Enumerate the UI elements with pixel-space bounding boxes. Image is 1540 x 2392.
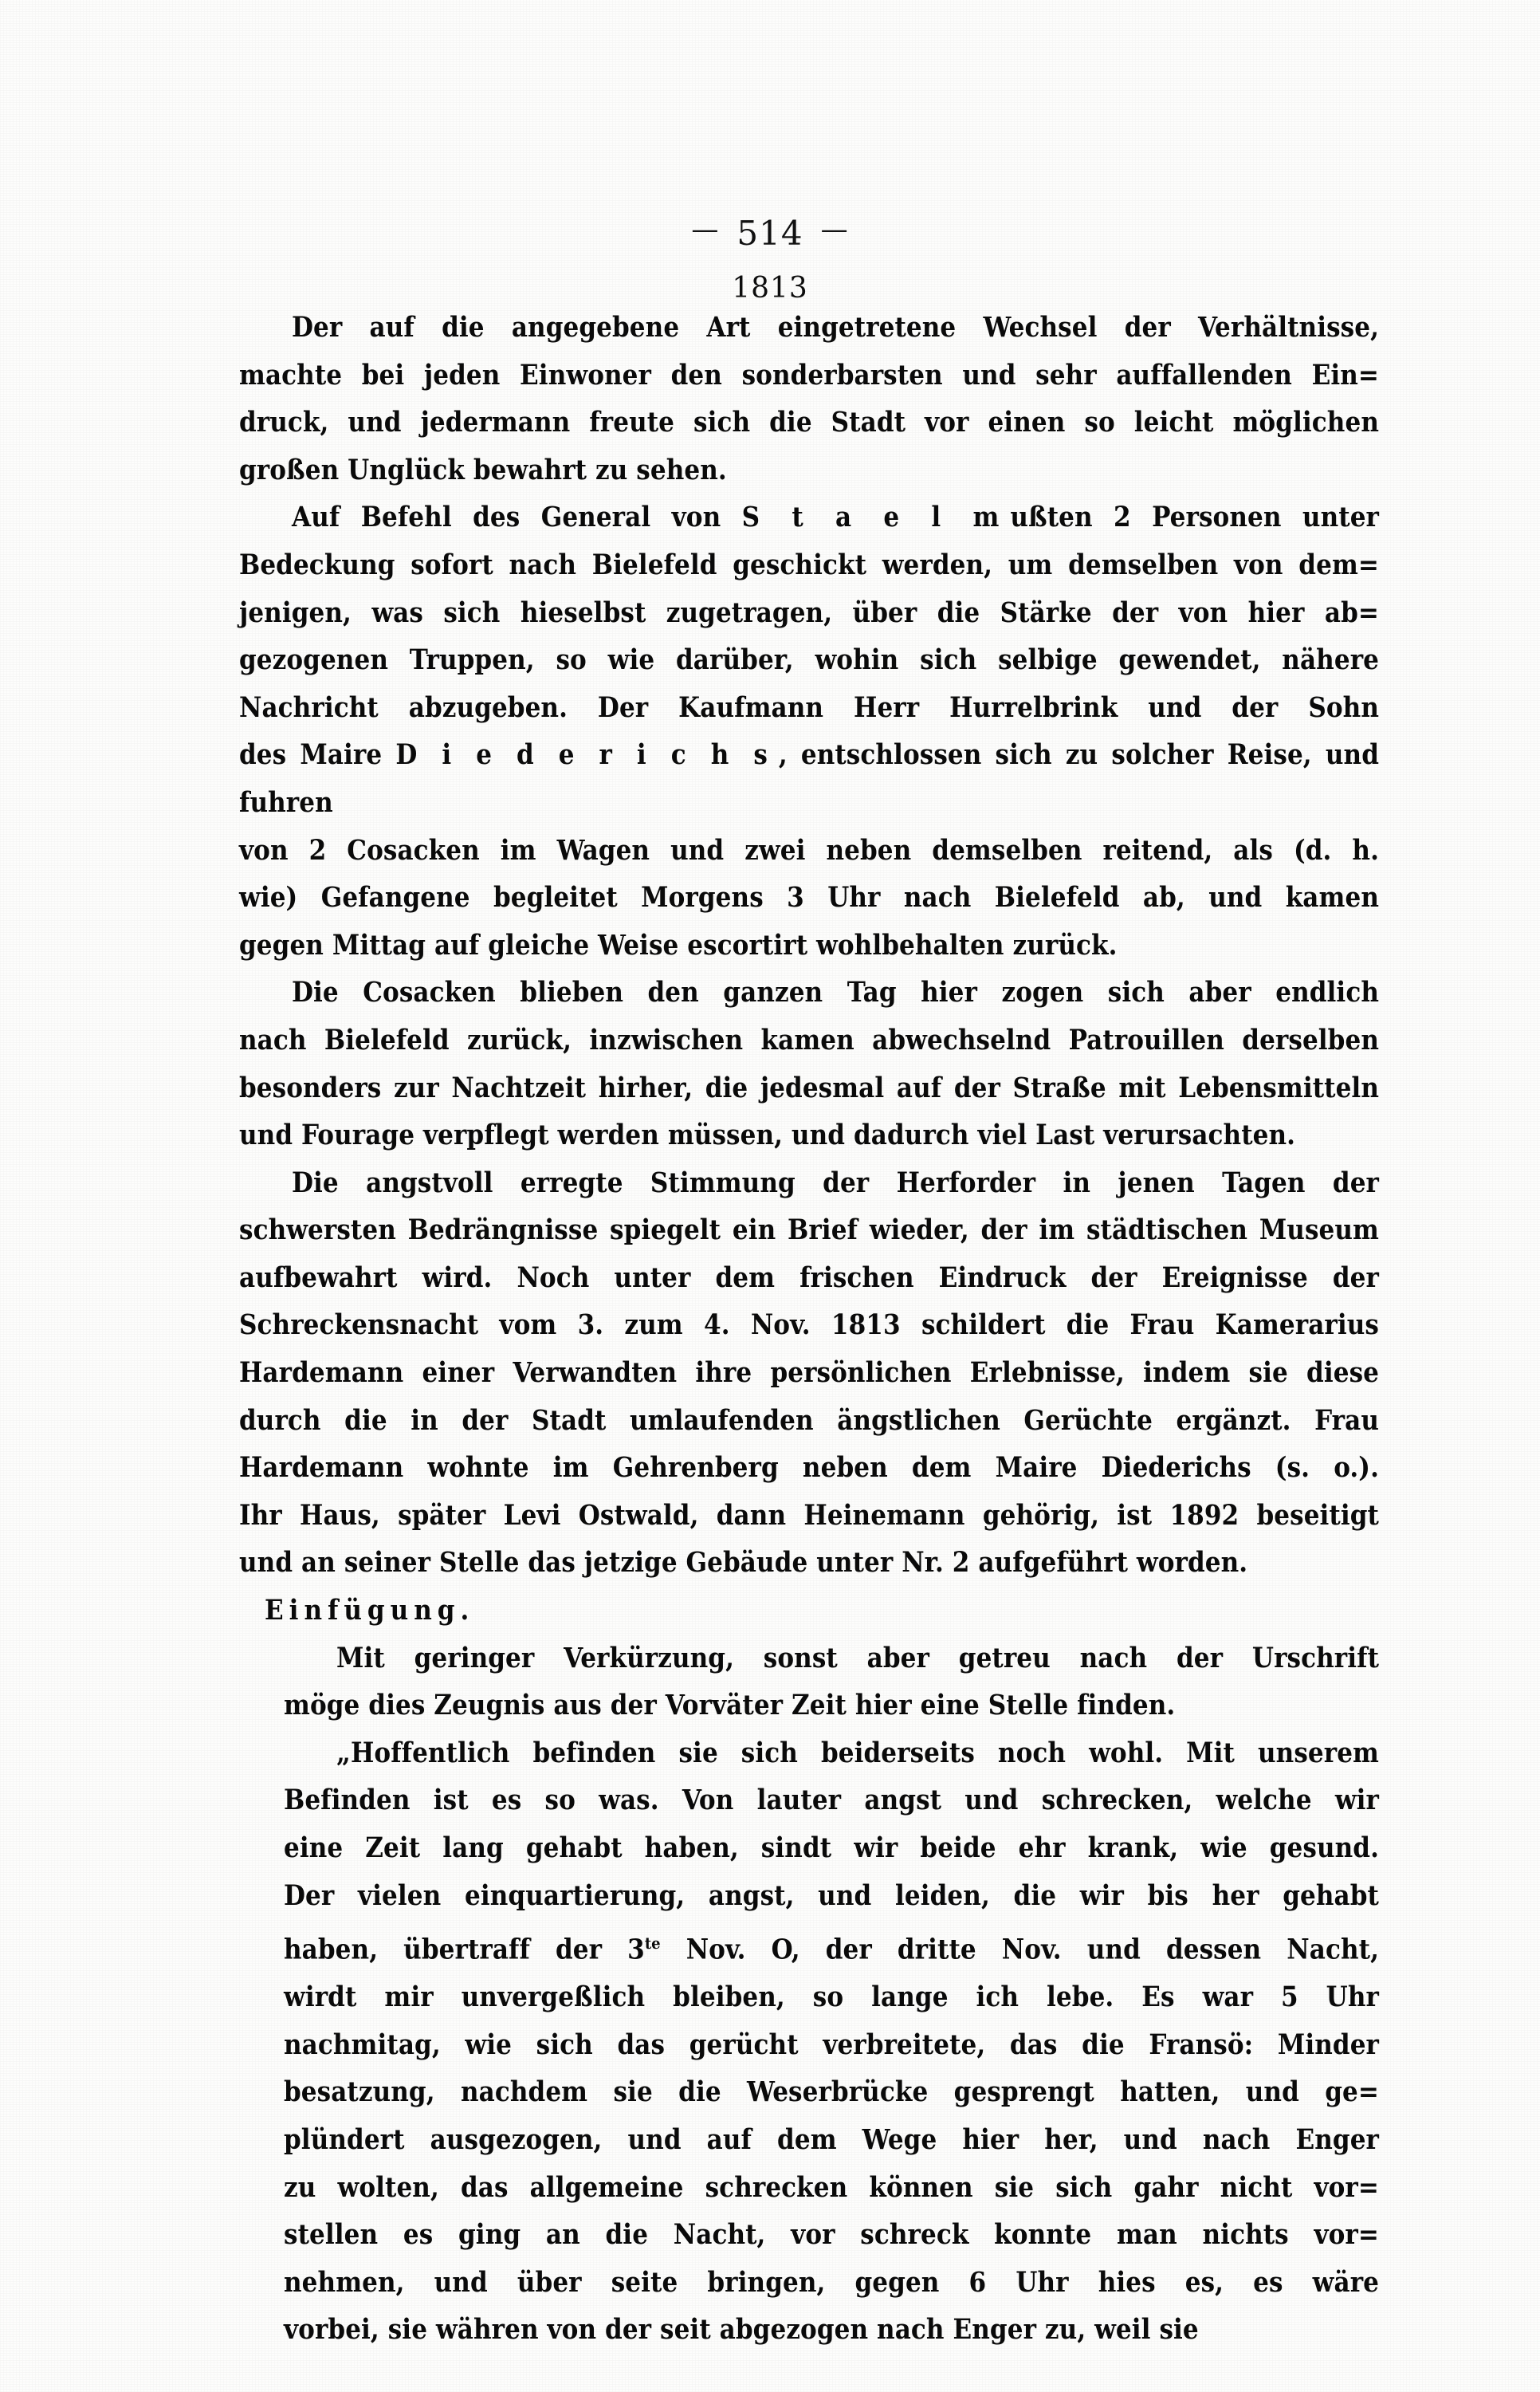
text-line: Die Cosacken blieben den ganzen Tag hier zogen sich aber endlich — [292, 977, 1379, 1009]
text-line: nach Bielefeld zurück, inzwischen kamen abwechselnd Patrouillen derselben — [239, 1024, 1379, 1056]
paragraph — [239, 1635, 1379, 1730]
running-head-dash-right: — — [820, 214, 849, 246]
text-line: und Fourage verpflegt werden müssen, und dadurch viel Last verursachten. — [239, 1119, 1296, 1152]
text-line: besatzung, nachdem sie die Weserbrücke gesprengt hatten, und ge= — [284, 2076, 1379, 2109]
text-line: zu wolten, das allgemeine schrecken können sie sich gahr nicht vor= — [284, 2171, 1379, 2204]
paragraph — [239, 494, 1379, 970]
text-line: Die angstvoll erregte Stimmung der Herforder in jenen Tagen der — [292, 1166, 1379, 1199]
ordinal-suffix: te — [644, 1934, 661, 1953]
running-head-dash-left: — — [691, 214, 720, 246]
paragraph — [239, 305, 1379, 494]
text-line: wie) Gefangene begleitet Morgens 3 Uhr nach Bielefeld ab, und kamen — [239, 882, 1379, 915]
text-line: gezogenen Truppen, so wie darüber, wohin sich selbige gewendet, nähere — [239, 644, 1379, 677]
text-line: Der vielen einquartierung, angst, und leiden, die wir bis her gehabt — [284, 1879, 1379, 1912]
text-line: vorbei, sie währen von der seit abgezogen nach Enger zu, weil sie — [284, 2314, 1199, 2347]
text-block — [161, 305, 1379, 2355]
running-head — [0, 214, 1540, 253]
text-line: stellen es ging an die Nacht, vor schreck konnte man nichts vor= — [284, 2219, 1379, 2252]
text-line: großen Unglück bewahrt zu sehen. — [239, 454, 727, 486]
text-line: „Hoffentlich befinden sie sich beiderseits noch wohl. Mit unserem — [336, 1737, 1379, 1769]
text-line: von 2 Cosacken im Wagen und zwei neben demselben reitend, als (d. h. — [239, 834, 1379, 867]
text-line: gegen Mittag auf gleiche Weise escortirt wohlbehalten zurück. — [239, 929, 1118, 962]
text-line: machte bei jeden Einwoner den sonderbarsten und sehr auffallenden Ein= — [239, 359, 1379, 391]
text-line: und an seiner Stelle das jetzige Gebäude unter Nr. 2 aufgeführt worden. — [239, 1547, 1248, 1580]
paragraph — [239, 1730, 1379, 2355]
text-line: druck, und jedermann freute sich die Stadt vor einen so leicht möglichen — [239, 407, 1379, 439]
text-line: nachmitag, wie sich das gerücht verbreitete, das die Fransö: Minder — [284, 2028, 1379, 2061]
text-line: besonders zur Nachtzeit hirher, die jedesmal auf der Straße mit Lebensmitteln — [239, 1072, 1379, 1104]
text-line: plündert ausgezogen, und auf dem Wege hier her, und nach Enger — [284, 2124, 1379, 2157]
subheading-einfuegung: Einfügung. — [265, 1595, 475, 1627]
text-line: Bedeckung sofort nach Bielefeld geschickt werden, um demselben von dem= — [239, 549, 1379, 581]
text-line: schwersten Bedrängnisse spiegelt ein Brief wieder, der im städtischen Museum — [239, 1214, 1379, 1247]
paragraph — [239, 1160, 1379, 1587]
text-line: wirdt mir unvergeßlich bleiben, so lange ich lebe. Es war 5 Uhr — [284, 1981, 1379, 2014]
text-line: eine Zeit lang gehabt haben, sindt wir beide ehr krank, wie gesund. — [284, 1832, 1379, 1864]
text-line: aufbewahrt wird. Noch unter dem frischen Eindruck der Ereignisse der — [239, 1261, 1379, 1294]
text-line: möge dies Zeugnis aus der Vorväter Zeit hier eine Stelle finden. — [284, 1690, 1176, 1722]
text-line: Schreckensnacht vom 3. zum 4. Nov. 1813 schildert die Frau Kamerarius — [239, 1309, 1379, 1342]
text-line: des Maire D i e d e r i c h s , entschlossen sich zu solcher Reise, und fuhren — [239, 739, 1379, 819]
text-line: Hardemann einer Verwandten ihre persönlichen Erlebnisse, indem sie diese — [239, 1357, 1379, 1390]
text-line: Ihr Haus, später Levi Ostwald, dann Heinemann gehörig, ist 1892 beseitigt — [239, 1499, 1379, 1532]
page-number: 514 — [737, 214, 803, 253]
text-line: Nachricht abzugeben. Der Kaufmann Herr Hurrelbrink und der Sohn — [239, 691, 1379, 724]
text-line: jenigen, was sich hieselbst zugetragen, über die Stärke der von hier ab= — [239, 596, 1379, 629]
text-line: Hardemann wohnte im Gehrenberg neben dem Maire Diederichs (s. o.). — [239, 1452, 1379, 1485]
text-line: nehmen, und über seite bringen, gegen 6 Uhr hies es, es wäre — [284, 2266, 1379, 2299]
year-heading: 1813 — [732, 272, 808, 305]
text-line: Befinden ist es so was. Von lauter angst und schrecken, welche wir — [284, 1784, 1379, 1817]
quoted-letter — [239, 1635, 1379, 2355]
main-paragraphs — [239, 305, 1379, 1587]
spaced-emphasis: S t a e l m — [741, 502, 1005, 534]
text-line: haben, übertraff der $3^{te}$ Nov. O, der dritte Nov. und dessen Nacht, — [284, 1934, 1379, 1966]
spaced-emphasis: D i e d e r i c h s — [395, 739, 773, 772]
paragraph — [239, 970, 1379, 1159]
text-line: durch die in der Stadt umlaufenden ängstlichen Gerüchte ergänzt. Frau — [239, 1404, 1379, 1437]
text-line: Auf Befehl des General von S t a e l m ußten 2 Personen unter — [292, 502, 1380, 534]
text-line: Der auf die angegebene Art eingetretene Wechsel der Verhältnisse, — [292, 312, 1379, 344]
text-line: Mit geringer Verkürzung, sonst aber getreu nach der Urschrift — [336, 1642, 1379, 1674]
